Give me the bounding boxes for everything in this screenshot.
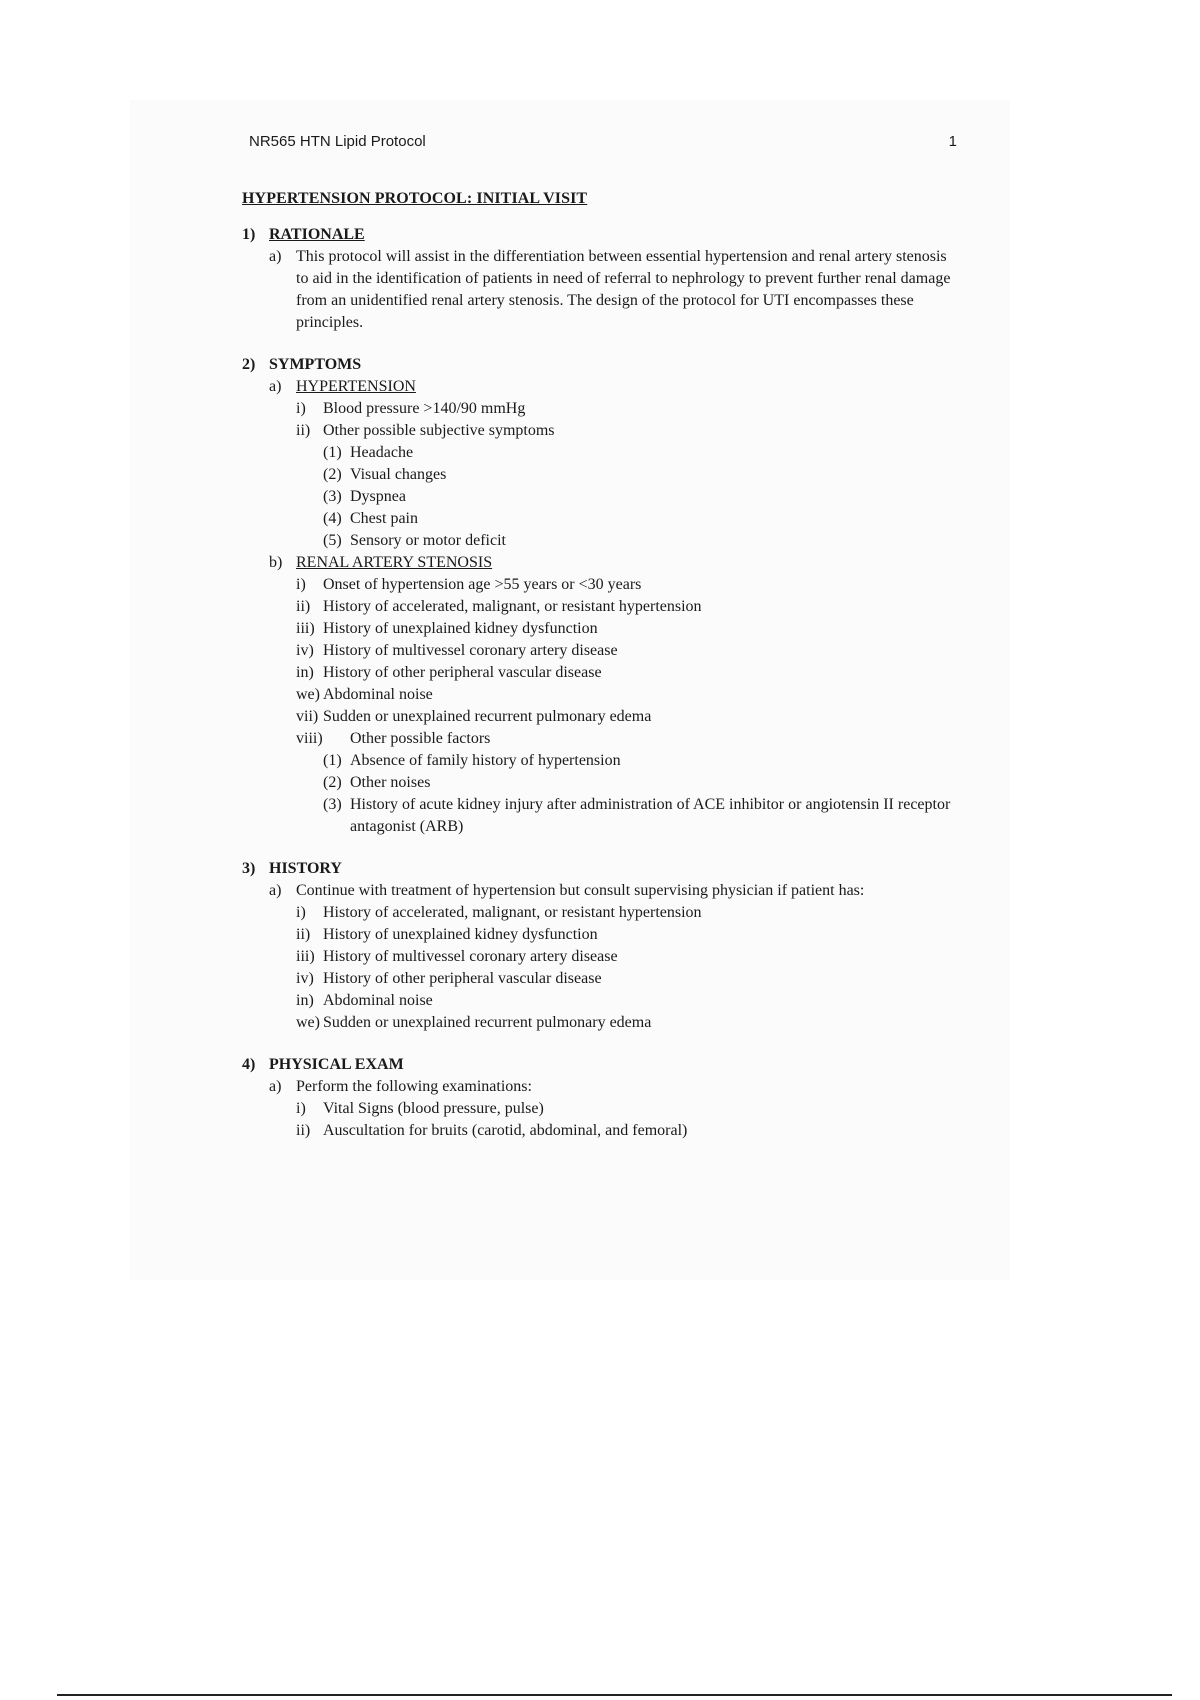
item-text: Visual changes — [350, 466, 447, 483]
item-text: Sensory or motor deficit — [350, 532, 506, 549]
item-text: History of other peripheral vascular disease — [323, 970, 602, 987]
subsection-title: RENAL ARTERY STENOSIS — [296, 554, 493, 571]
list-item — [269, 880, 962, 902]
item-marker: i) — [296, 576, 306, 593]
item-text: History of accelerated, malignant, or resistant hypertension — [323, 904, 702, 921]
page-number: 1 — [948, 133, 957, 150]
item-marker: we) — [296, 686, 320, 703]
section-heading — [242, 354, 962, 376]
section-number: 1) — [242, 226, 256, 243]
item-marker: (2) — [323, 466, 342, 483]
document-body — [242, 188, 962, 1162]
section-heading — [242, 858, 962, 880]
item-text: Sudden or unexplained recurrent pulmonary edema — [323, 708, 652, 725]
item-marker: (3) — [323, 488, 342, 505]
item-marker: i) — [296, 904, 306, 921]
item-marker: (1) — [323, 752, 342, 769]
item-marker: iii) — [296, 948, 315, 965]
list-item — [296, 574, 962, 596]
item-text: History of accelerated, malignant, or resistant hypertension — [323, 598, 702, 615]
section-title: RATIONALE — [269, 226, 365, 243]
item-marker: vii) — [296, 708, 319, 725]
item-marker: (3) — [323, 796, 342, 813]
item-text: Other possible subjective symptoms — [323, 422, 555, 439]
list-item — [323, 508, 962, 530]
section-number: 4) — [242, 1056, 256, 1073]
item-marker: i) — [296, 1100, 306, 1117]
item-marker: i) — [296, 400, 306, 417]
item-text: Chest pain — [350, 510, 418, 527]
item-marker: (2) — [323, 774, 342, 791]
item-marker: (4) — [323, 510, 342, 527]
item-marker: iii) — [296, 620, 315, 637]
bottom-divider — [57, 1694, 1172, 1696]
list-item — [296, 968, 962, 990]
section-heading — [242, 1054, 962, 1076]
item-marker: viii) — [296, 730, 323, 747]
item-text: Auscultation for bruits (carotid, abdominal, and femoral) — [323, 1122, 688, 1139]
list-item — [296, 1012, 962, 1034]
item-text: Absence of family history of hypertension — [350, 752, 621, 769]
item-text: Abdominal noise — [323, 686, 433, 703]
item-marker: we) — [296, 1014, 320, 1031]
item-text: Vital Signs (blood pressure, pulse) — [323, 1100, 544, 1117]
item-text: Abdominal noise — [323, 992, 433, 1009]
section-physical-exam — [242, 1054, 962, 1142]
section-title: HISTORY — [269, 860, 342, 877]
item-text: This protocol will assist in the differentiation between essential hypertension and renal artery stenosis to aid in the identification of patients in need of referral to nephrology to prevent further renal damage from an unidentified renal artery stenosis. The design of the protocol for UTI encompasses these principles. — [296, 248, 951, 331]
item-marker: in) — [296, 664, 314, 681]
list-item — [323, 772, 962, 794]
list-item — [296, 398, 962, 420]
list-item — [269, 246, 962, 334]
item-text: Dyspnea — [350, 488, 406, 505]
subsection-heading — [269, 376, 962, 398]
list-item — [296, 728, 962, 750]
list-item — [296, 420, 962, 442]
list-item — [296, 640, 962, 662]
item-marker: ii) — [296, 422, 311, 439]
section-number: 3) — [242, 860, 256, 877]
item-text: History of acute kidney injury after administration of ACE inhibitor or angiotensin II receptor antagonist (ARB) — [350, 796, 951, 835]
item-text: Perform the following examinations: — [296, 1078, 532, 1095]
item-marker: a) — [269, 1078, 282, 1095]
list-item — [296, 990, 962, 1012]
item-marker: (1) — [323, 444, 342, 461]
item-marker: ii) — [296, 926, 311, 943]
list-item — [296, 902, 962, 924]
item-text: Headache — [350, 444, 414, 461]
list-item — [323, 530, 962, 552]
section-title: PHYSICAL EXAM — [269, 1056, 404, 1073]
section-history — [242, 858, 962, 1034]
running-title: NR565 HTN Lipid Protocol — [249, 133, 426, 150]
list-item — [296, 1120, 962, 1142]
section-number: 2) — [242, 356, 256, 373]
item-text: Other possible factors — [350, 730, 491, 747]
section-title: SYMPTOMS — [269, 356, 362, 373]
subsection-heading — [269, 552, 962, 574]
list-item — [269, 1076, 962, 1098]
item-text: History of other peripheral vascular disease — [323, 664, 602, 681]
list-item — [296, 706, 962, 728]
item-text: Continue with treatment of hypertension but consult supervising physician if patient has: — [296, 882, 865, 899]
document-title: HYPERTENSION PROTOCOL: INITIAL VISIT — [242, 190, 588, 207]
list-item — [323, 750, 962, 772]
item-marker: a) — [269, 248, 282, 265]
item-marker: in) — [296, 992, 314, 1009]
item-marker: iv) — [296, 970, 314, 987]
section-symptoms — [242, 354, 962, 838]
item-marker: a) — [269, 378, 282, 395]
list-item — [323, 794, 962, 838]
subsection-title: HYPERTENSION — [296, 378, 416, 395]
list-item — [296, 946, 962, 968]
item-marker: a) — [269, 882, 282, 899]
list-item — [323, 464, 962, 486]
item-text: Sudden or unexplained recurrent pulmonary edema — [323, 1014, 652, 1031]
section-rationale — [242, 224, 962, 334]
list-item — [323, 486, 962, 508]
item-text: History of multivessel coronary artery disease — [323, 642, 618, 659]
list-item — [296, 924, 962, 946]
item-text: Other noises — [350, 774, 431, 791]
item-text: History of unexplained kidney dysfunction — [323, 926, 598, 943]
item-marker: ii) — [296, 1122, 311, 1139]
item-marker: b) — [269, 554, 283, 571]
list-item — [296, 662, 962, 684]
section-heading — [242, 224, 962, 246]
item-marker: ii) — [296, 598, 311, 615]
list-item — [296, 618, 962, 640]
running-header — [249, 133, 957, 150]
item-marker: (5) — [323, 532, 342, 549]
item-marker: iv) — [296, 642, 314, 659]
list-item — [296, 1098, 962, 1120]
item-text: History of multivessel coronary artery disease — [323, 948, 618, 965]
item-text: History of unexplained kidney dysfunction — [323, 620, 598, 637]
item-text: Blood pressure >140/90 mmHg — [323, 400, 526, 417]
list-item — [296, 596, 962, 618]
list-item — [296, 684, 962, 706]
list-item — [323, 442, 962, 464]
item-text: Onset of hypertension age >55 years or <30 years — [323, 576, 642, 593]
